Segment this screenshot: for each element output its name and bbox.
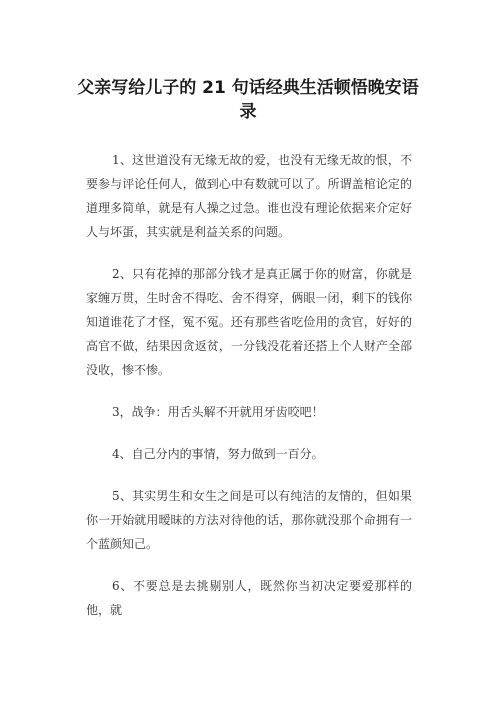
paragraph: 3，战争：用舌头解不开就用牙齿咬吧！	[112, 405, 324, 419]
paragraph: 2、只有花掉的那部分钱才是真正属于你的财富，你就是家缠万贯，生时舍不得吃、舍不得穿，俩眼一闭，剩下的钱你知道谁花了才怪，冤不冤。还有那些省吃俭用的贪官，好好的高官不做，结果因贪返贫，一分钱没花着还搭上个人财产全部没收，惨不惨。	[86, 267, 412, 377]
paragraph: 6、不要总是去挑剔别人，既然你当初决定要爱那样的他，就	[86, 579, 412, 617]
document-body	[86, 148, 412, 640]
paragraph: 4、自己分内的事情，努力做到一百分。	[112, 447, 324, 461]
paragraph: 1、这世道没有无缘无故的爱，也没有无缘无故的恨，不要参与评论任何人，做到心中有数就可以了。所谓盖棺论定的道理多简单，就是有人操之过急。谁也没有理论依据来介定好人与坏蛋，其实就是利益关系的问题。	[86, 153, 412, 239]
document-title: 父亲写给儿子的 21 句话经典生活顿悟晚安语录	[77, 78, 419, 122]
paragraph: 5、其实男生和女生之间是可以有纯洁的友情的，但如果你一开始就用暧昧的方法对待他的话，那你就没那个命拥有一个蓝颜知己。	[86, 489, 412, 551]
